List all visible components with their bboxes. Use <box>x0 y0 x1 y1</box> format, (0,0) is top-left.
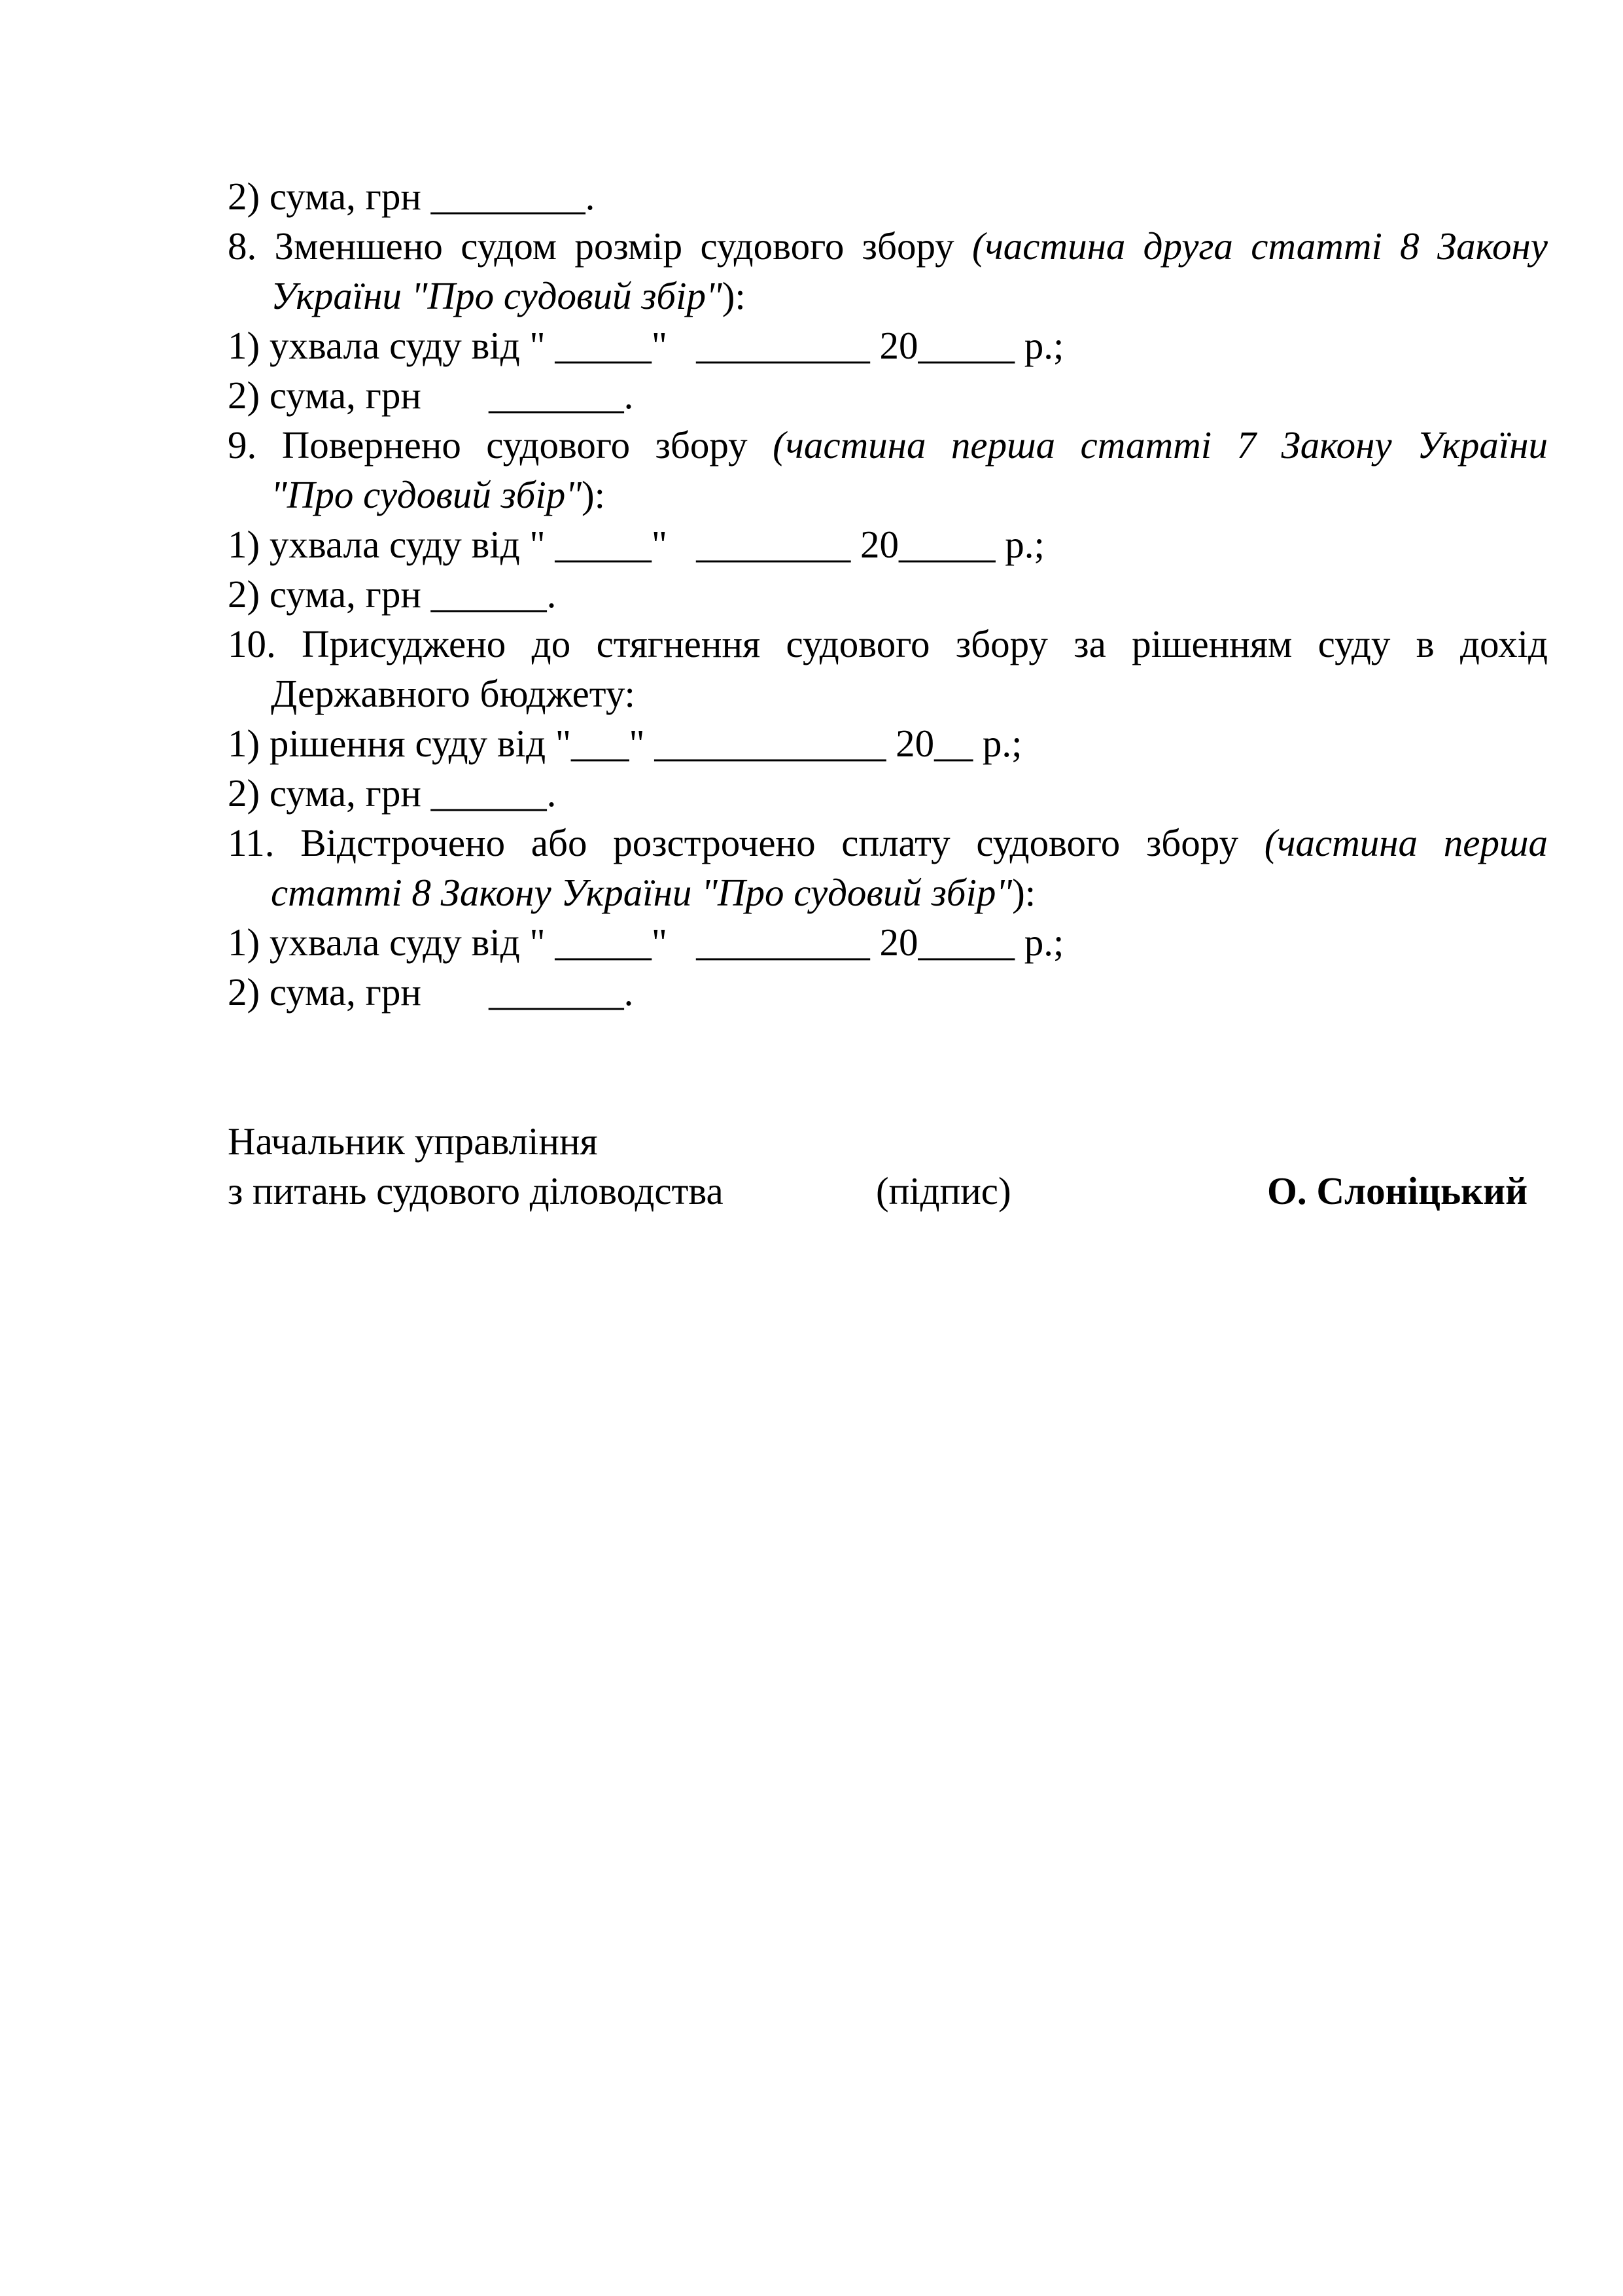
signatory-role-line1: Начальник управління <box>228 1120 598 1163</box>
item9-heading <box>228 420 1548 470</box>
item10-heading <box>228 619 1548 669</box>
signature-placeholder-label: (підпис) <box>876 1169 1011 1212</box>
text-segment: ): <box>1012 871 1036 914</box>
item7-sum-line <box>228 171 1548 221</box>
text-block <box>228 171 1548 1017</box>
text-segment: 2) сума, грн ______. <box>228 771 557 815</box>
item11-heading-continuation <box>228 868 1548 917</box>
item9-sum-line <box>228 569 1548 619</box>
text-segment: 8. Зменшено судом розмір судового збору <box>228 224 972 268</box>
item9-heading-continuation <box>228 470 1548 520</box>
text-segment: ): <box>722 274 746 317</box>
text-segment: Державного бюджету: <box>271 672 635 715</box>
signatory-name: О. Слоніцький <box>1267 1169 1528 1212</box>
item8-heading-continuation <box>228 271 1548 321</box>
item8-heading <box>228 221 1548 271</box>
text-segment: 1) рішення суду від "___" ____________ 20__ р.; <box>228 722 1022 765</box>
text-segment: 9. Повернено судового збору <box>228 423 773 467</box>
text-segment: 2) сума, грн ________. <box>228 175 595 218</box>
item10-heading-continuation <box>228 669 1548 718</box>
item11-heading <box>228 818 1548 868</box>
item11-sum-line <box>228 967 1548 1017</box>
text-segment: (частина перша статті 7 Закону України <box>773 423 1548 467</box>
item8-ruling-line <box>228 321 1548 370</box>
item9-ruling-line <box>228 520 1548 569</box>
item10-decision-line <box>228 718 1548 768</box>
text-segment: 2) сума, грн _______. <box>228 374 634 417</box>
item11-ruling-line <box>228 917 1548 967</box>
text-segment: 10. Присуджено до стягнення судового збору за рішенням суду в дохід <box>228 622 1548 665</box>
signatory-role-line2: з питань судового діловодства <box>228 1169 724 1212</box>
text-segment: 2) сума, грн ______. <box>228 573 557 616</box>
text-segment: 1) ухвала суду від " _____" ________ 20_____ р.; <box>228 523 1045 566</box>
item10-sum-line <box>228 768 1548 818</box>
text-segment: України "Про судовий збір" <box>271 274 722 317</box>
text-segment: (частина друга статті 8 Закону <box>972 224 1548 268</box>
text-segment: 1) ухвала суду від " _____" _________ 20_____ р.; <box>228 921 1064 964</box>
text-segment: (частина перша <box>1264 821 1548 864</box>
text-segment: статті 8 Закону України "Про судовий збір" <box>271 871 1013 914</box>
text-segment: ): <box>582 473 606 516</box>
text-segment: 2) сума, грн _______. <box>228 970 634 1014</box>
item8-sum-line <box>228 370 1548 420</box>
signature-block <box>228 1116 1548 1216</box>
text-segment: 1) ухвала суду від " _____" _________ 20_____ р.; <box>228 324 1064 367</box>
signatory-role-row <box>228 1166 1548 1216</box>
text-segment: 11. Відстрочено або розстрочено сплату судового збору <box>228 821 1265 864</box>
text-segment: "Про судовий збір" <box>271 473 582 516</box>
